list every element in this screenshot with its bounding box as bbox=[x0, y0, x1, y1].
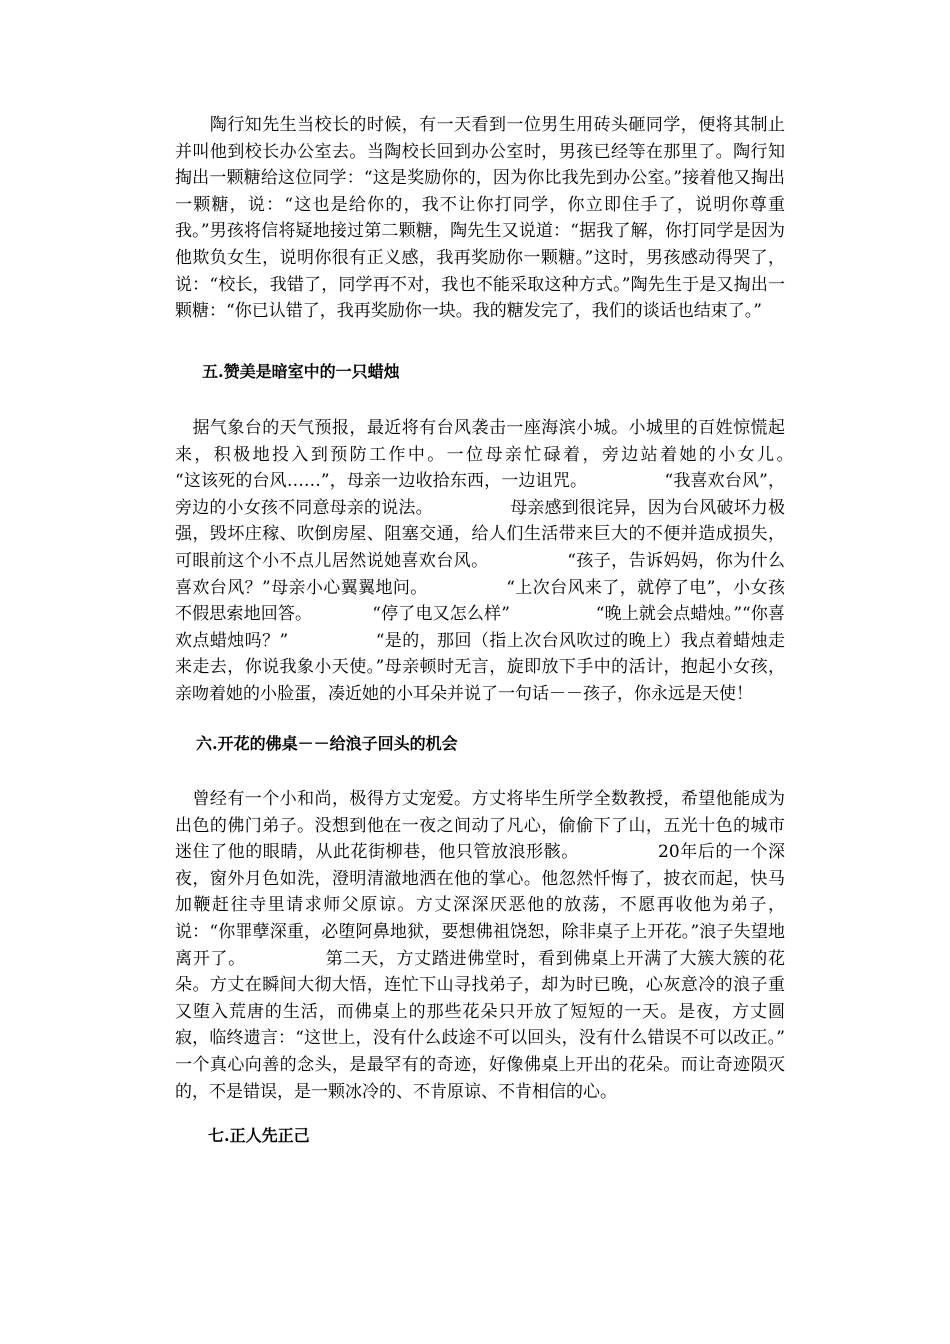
section-heading-6: 六.开花的佛桌－－给浪子回头的机会 bbox=[196, 734, 458, 753]
section-heading-5: 五.赞美是暗室中的一只蜡烛 bbox=[202, 362, 400, 381]
paragraph-tao-xingzhi-story: 陶行知先生当校长的时候，有一天看到一位男生用砖头砸同学，便将其制止并叫他到校长办公室去。当陶校长回到办公室时，男孩已经等在那里了。陶行知掏出一颗糖给这位同学：“这是奖励你的，因为你比我先到办公室。”接着他又掏出一颗糖，说：“这也是给你的，我不让你打同学，你立即住手了，说明你尊重我。”男孩将信将疑地接过第二颗糖，陶先生又说道：“据我了解，你打同学是因为他欺负女生，说明你很有正义感，我再奖励你一颗糖。”这时，男孩感动得哭了，说：“校长，我错了，同学再不对，我也不能采取这种方式。”陶先生于是又掏出一颗糖：“你已认错了，我再奖励你一块。我的糖发完了，我们的谈话也结束了。” bbox=[175, 115, 785, 322]
section-heading-7: 七.正人先正己 bbox=[208, 1126, 310, 1145]
paragraph-typhoon-candle-story: 据气象台的天气预报，最近将有台风袭击一座海滨小城。小城里的百姓惊慌起来，积极地投入到预防工作中。一位母亲忙碌着，旁边站着她的小女儿。 “这该死的台风……”，母亲一边收拾东西，一边诅咒。 “我喜欢台风”，旁边的小女孩不同意母亲的说法。 母亲感到很诧异，因为台风破坏力极强，毁坏庄稼、吹倒房屋、阻塞交通，给人们生活带来巨大的不便并造成损失，可眼前这个小不点儿居然说她喜欢台风。 “孩子，告诉妈妈，你为什么喜欢台风？”母亲小心翼翼地问。 “上次台风来了，就停了电”，小女孩不假思索地回答。 “停了电又怎么样” “晚上就会点蜡烛。”“你喜欢点蜡烛吗？” “是的，那回（指上次台风吹过的晚上）我点着蜡烛走来走去，你说我象小天使。”母亲顿时无言，旋即放下手中的活计，抱起小女孩，亲吻着她的小脸蛋，凑近她的小耳朵并说了一句话－－孩子，你永远是天使！ bbox=[175, 418, 870, 704]
paragraph-flowering-buddha-table-story: 曾经有一个小和尚，极得方丈宠爱。方丈将毕生所学全数教授，希望他能成为出色的佛门弟子。没想到他在一夜之间动了凡心，偷偷下了山，五光十色的城市迷住了他的眼睛，从此花街柳巷，他只管放浪形骸。 20年后的一个深夜，窗外月色如洗，澄明清澈地洒在他的掌心。他忽然忏悔了，披衣而起，快马加鞭赶往寺里请求师父原谅。方丈深深厌恶他的放荡，不愿再收他为弟子，说：“你罪孽深重，必堕阿鼻地狱，要想佛祖饶恕，除非桌子上开花。”浪子失望地离开了。 第二天，方丈踏进佛堂时，看到佛桌上开满了大簇大簇的花朵。方丈在瞬间大彻大悟，连忙下山寻找弟子，却为时已晚，心灰意冷的浪子重又堕入荒唐的生活，而佛桌上的那些花朵只开放了短短的一天。是夜，方丈圆寂，临终遗言：“这世上，没有什么歧途不可以回头，没有什么错误不可以改正。” 一个真心向善的念头，是最罕有的奇迹，好像佛桌上开出的花朵。而让奇迹陨灭的，不是错误，是一颗冰冷的、不肯原谅、不肯相信的心。 bbox=[175, 789, 870, 1102]
